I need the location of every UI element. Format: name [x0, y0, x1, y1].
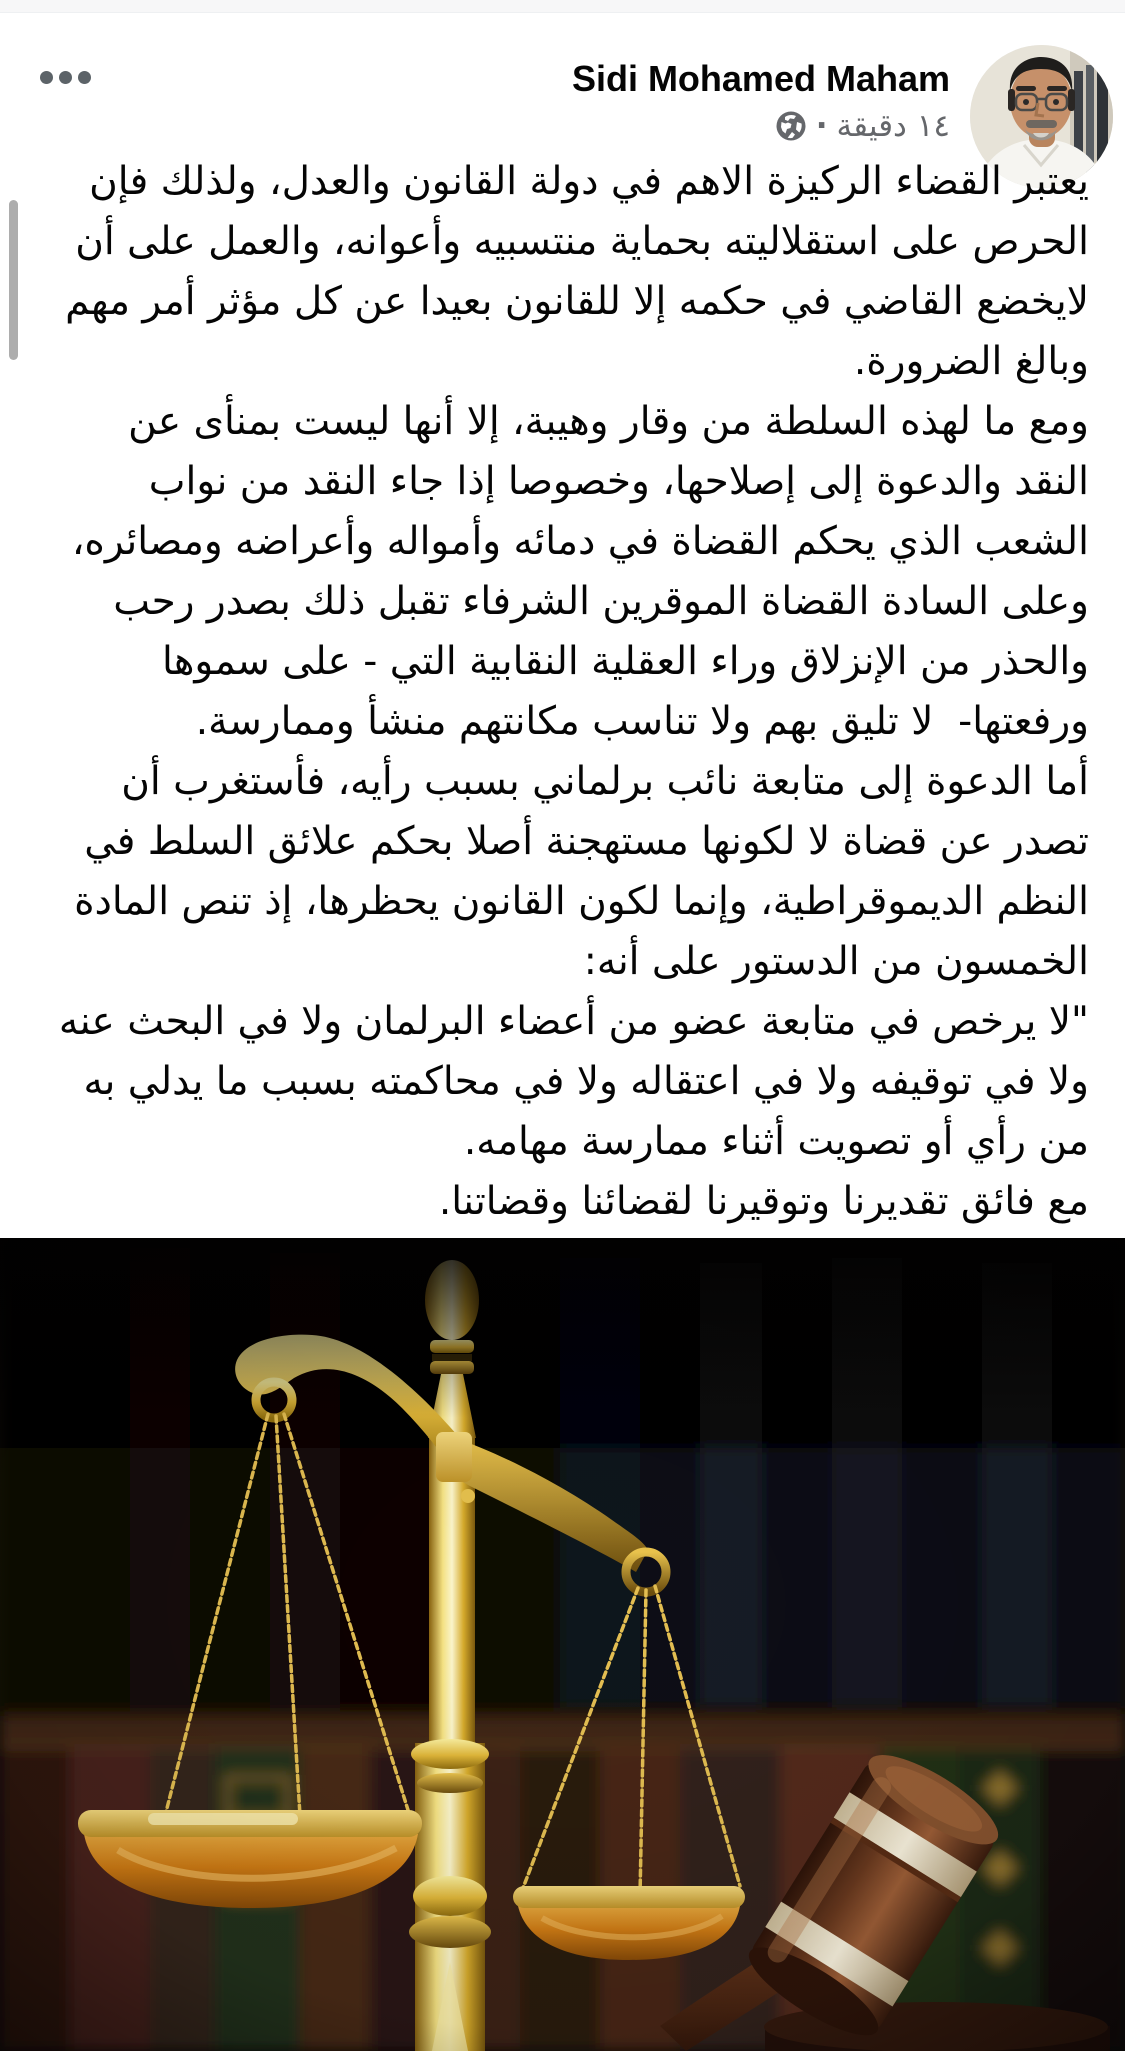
post-text-line: ورفعتها- لا تليق بهم ولا تناسب مكانتهم منشأً وممارسة.: [195, 699, 1089, 744]
post-text-line: النقد والدعوة إلى إصلاحها، وخصوصا إذا جاء النقد من نواب: [148, 459, 1089, 504]
post-text-line: مع فائق تقديرنا وتوقيرنا لقضائنا وقضاتنا.: [438, 1179, 1089, 1224]
post-text-line: يعتبر القضاء الركيزة الاهم في دولة القانون والعدل، ولذلك فإن: [89, 159, 1089, 204]
post-image[interactable]: [0, 1238, 1125, 2051]
scrollbar-thumb[interactable]: [9, 200, 18, 360]
post-text-line: والحذر من الإنزلاق وراء العقلية النقابية التي - على سموها: [161, 639, 1089, 684]
post-text-line: من رأي أو تصويت أثناء ممارسة مهامه.: [463, 1119, 1089, 1164]
post-meta: [572, 106, 950, 146]
post-text-line: تصدر عن قضاة لا لكونها مستهجنة أصلا بحكم علائق السلط في: [84, 819, 1089, 864]
globe-icon: [775, 110, 807, 142]
post-text-line: "لا يرخص في متابعة عضو من أعضاء البرلمان ولا في البحث عنه: [58, 999, 1089, 1044]
post-text-line: الحرص على استقلاليته بحماية منتسبيه وأعوانه، والعمل على أن: [75, 219, 1089, 264]
author-name[interactable]: Sidi Mohamed Maham: [571, 58, 950, 99]
meta-separator: ·: [815, 108, 828, 144]
timestamp[interactable]: ١٤ دقيقة: [836, 108, 950, 144]
post-text-line: وبالغ الضرورة.: [853, 339, 1089, 384]
post-header: [572, 56, 950, 146]
post-text-line: ولا في توقيفه ولا في اعتقاله ولا في محاكمته بسبب ما يدلي به: [83, 1059, 1089, 1104]
top-strip: [0, 0, 1125, 13]
scales-of-justice-photo: [0, 1238, 1125, 2051]
post-text-line: النظم الديموقراطية، وإنما لكون القانون يحظرها، إذ تنص المادة: [74, 879, 1089, 924]
post-text-line: ومع ما لهذه السلطة من وقار وهيبة، إلا أنها ليست بمنأى عن: [128, 399, 1089, 444]
post-text-line: الشعب الذي يحكم القضاة في دمائه وأمواله وأعراضه ومصائره،: [71, 519, 1089, 564]
post-text: [36, 152, 1089, 1232]
post-text-line: لايخضع القاضي في حكمه إلا للقانون بعيدا عن كل مؤثر أمر مهم: [65, 279, 1089, 324]
post-text-line: أما الدعوة إلى متابعة نائب برلماني بسبب رأيه، فأستغرب أن: [121, 759, 1089, 804]
ellipsis-icon: [40, 71, 53, 84]
post-text-line: وعلى السادة القضاة الموقرين الشرفاء تقبل ذلك بصدر رحب: [113, 579, 1089, 624]
more-options-button[interactable]: [40, 62, 110, 92]
post-text-line: الخمسون من الدستور على أنه:: [583, 939, 1089, 984]
